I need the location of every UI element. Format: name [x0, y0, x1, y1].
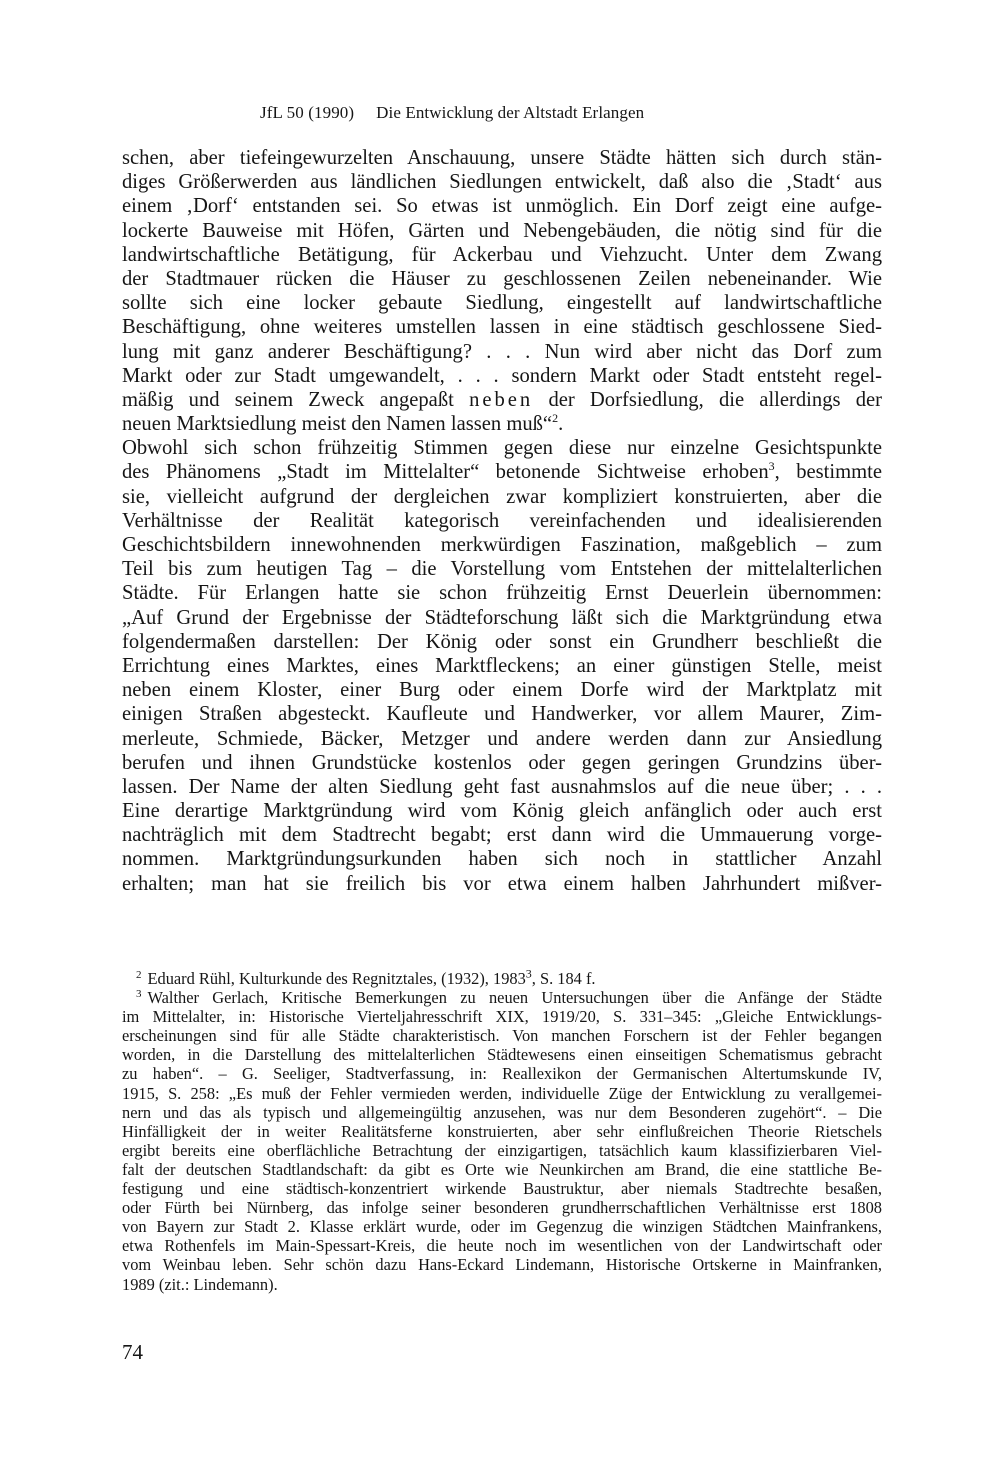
footnote-3-line: im Mittelalter, in: Historische Vierteljahresschrift XIX, 1919/20, S. 331–345: „Gleiche Entwicklungs- [122, 1007, 882, 1027]
text-line: lockerte Bauweise mit Höfen, Gärten und Nebengebäuden, die nötig sind für die [122, 219, 882, 242]
text-line: Markt oder zur Stadt umgewandelt, . . . sondern Markt oder Stadt entsteht regel- [122, 364, 882, 387]
footnote-text: , S. 184 f. [531, 969, 596, 988]
footnote-3-line: ergibt bereits eine oberflächliche Betrachtung der einzigartigen, tatsächlich kaum klassifizierbaren Viel- [122, 1140, 882, 1160]
footnote-ref-2: 2 [552, 411, 559, 426]
text-line: berufen und ihnen Grundstücke kostenlos oder gegen geringen Grundzins über- [122, 751, 882, 774]
text-line: neben einem Kloster, einer Burg oder einem Dorfe wird der Marktplatz mit [122, 679, 882, 702]
footnote-3-line: oder Fürth bei Nürnberg, das infolge seiner besonderen grundherrschaftlichen Verhältnisse erst 1808 [122, 1198, 882, 1218]
footnote-3-line: etwa Rothenfels im Main-Spessart-Kreis, die heute noch im wesentlichen von der Landwirtschaft oder [122, 1236, 882, 1256]
footnote-3-line: falt der deutschen Stadtlandschaft: da gibt es Orte wie Neunkirchen am Brand, die eine stattliche Be- [122, 1159, 882, 1179]
footnote-number: 2 [136, 968, 142, 981]
text-segment: . [558, 413, 564, 436]
text-line: lassen. Der Name der alten Siedlung geht fast ausnahmslos auf die neue über; . . . [122, 775, 882, 798]
footnote-3-line: nern und das als typisch und allgemeingültig anzusehen, was nur dem Besonderen zugehört“. – Die [122, 1102, 882, 1122]
running-header [260, 103, 644, 123]
text-line: diges Größerwerden aus ländlichen Siedlungen entwickelt, daß also die ‚Stadt‘ aus [122, 171, 882, 194]
footnote-3-line: vom Weinbau leben. Sehr schön dazu Hans-Eckard Lindemann, Historische Ortskerne in Mainfranken, [122, 1255, 882, 1275]
emphasized-word: neben [469, 388, 534, 411]
footnotes [122, 966, 882, 1294]
article-title: Die Entwicklung der Altstadt Erlangen [376, 103, 645, 122]
text-line: Verhältnisse der Realität kategorisch vereinfachenden und idealisierenden [122, 509, 882, 532]
footnote-2 [122, 966, 882, 988]
main-text [122, 146, 882, 896]
text-line: sollte sich eine locker gebaute Siedlung, eingestellt auf landwirtschaftliche [122, 292, 882, 315]
page-number: 74 [122, 1340, 143, 1364]
text-segment: neuen Marktsiedlung meist den Namen lassen muß“ [122, 413, 553, 436]
text-segment: der Dorfsiedlung, die allerdings der [548, 388, 883, 411]
text-line: einem ‚Dorf‘ entstanden sei. So etwas ist unmöglich. Ein Dorf zeigt eine aufge- [122, 195, 882, 218]
text-line: sie, vielleicht aufgrund der dergleichen zwar kompliziert konstruierten, aber die [122, 485, 882, 508]
footnote-text: Eduard Rühl, Kulturkunde des Regnitztales, (1932), 1983 [147, 969, 526, 988]
footnote-number: 3 [136, 987, 142, 1000]
footnote-3-line: festigung und eine städtisch-konzentriert wirkende Baustruktur, aber niemals Stadtrechte besaßen, [122, 1179, 882, 1199]
text-line: Errichtung eines Marktes, eines Marktfleckens; an einer günstigen Stelle, meist [122, 654, 882, 677]
text-line [122, 412, 882, 436]
text-line: der Stadtmauer rücken die Häuser zu geschlossenen Zeilen nebeneinander. Wie [122, 267, 882, 290]
text-line: nachträglich mit dem Stadtrecht begabt; erst dann wird die Ummauerung vorge- [122, 824, 882, 847]
footnote-3-line [122, 988, 882, 1007]
footnote-3-line: 1989 (zit.: Lindemann). [122, 1274, 278, 1294]
text-line: „Auf Grund der Ergebnisse der Städteforschung läßt sich die Marktgründung etwa [122, 606, 882, 629]
text-line: erhalten; man hat sie freilich bis vor etwa einem halben Jahrhundert mißver- [122, 872, 882, 895]
text-segment: , bestimmte [774, 461, 882, 484]
footnote-3-line: zu haben“. – G. Seeliger, Stadtverfassung, in: Reallexikon der Germanischen Altertumskunde IV, [122, 1064, 882, 1084]
text-line: Obwohl sich schon frühzeitig Stimmen gegen diese nur einzelne Gesichtspunkte [122, 437, 882, 460]
text-segment: mäßig und seinem Zweck angepaßt [122, 388, 454, 411]
footnote-3-line: Hinfälligkeit der in weiter Realitätsferne konstruierten, aber sehr einflußreichen Theorie Rietschels [122, 1121, 882, 1141]
footnote-ref-3: 3 [768, 459, 775, 474]
text-segment: des Phänomens „Stadt im Mittelalter“ betonende Sichtweise erhoben [122, 461, 769, 484]
text-line: folgendermaßen darstellen: Der König oder sonst ein Grundherr beschließt die [122, 630, 882, 653]
text-line: Geschichtsbildern innewohnenden merkwürdigen Faszination, maßgeblich – zum [122, 534, 882, 556]
text-line: lung mit ganz anderer Beschäftigung? . . . Nun wird aber nicht das Dorf zum [122, 340, 882, 363]
text-line: einigen Straßen abgesteckt. Kaufleute und Handwerker, vor allem Maurer, Zim- [122, 703, 882, 726]
footnote-text: Walther Gerlach, Kritische Bemerkungen zu neuen Untersuchungen über die Anfänge der Städte [147, 988, 882, 1008]
footnote-3-line: von Bayern zur Stadt 2. Klasse erklärt wurde, oder im Gegenzug die winzigen Städtchen Mainfrankens, [122, 1217, 882, 1237]
text-line: Städte. Für Erlangen hatte sie schon frühzeitig Ernst Deuerlein übernommen: [122, 582, 882, 605]
footnote-3-line: 1915, S. 258: „Es muß der Fehler vermieden werden, individuelle Züge der Entwicklung zu verallgemei- [122, 1083, 882, 1103]
text-line: Teil bis zum heutigen Tag – die Vorstellung vom Entstehen der mittelalterlichen [122, 558, 882, 581]
text-line: landwirtschaftliche Betätigung, für Ackerbau und Viehzucht. Unter dem Zwang [122, 243, 882, 266]
journal-reference: JfL 50 (1990) [260, 103, 355, 122]
footnote-3-line: worden, in die Darstellung des mittelalterlichen Städtewesens einen einseitigen Schematismus gebracht [122, 1045, 882, 1065]
text-line [122, 460, 882, 484]
text-line: Beschäftigung, ohne weiteres umstellen lassen in eine städtisch geschlossene Sied- [122, 316, 882, 339]
footnote-superscript: 3 [525, 966, 532, 981]
text-line: schen, aber tiefeingewurzelten Anschauung, unsere Städte hätten sich durch stän- [122, 147, 882, 169]
footnote-3-line: erscheinungen sind für alle Städte charakteristisch. Von manchen Forschern ist der Fehler begangen [122, 1026, 882, 1046]
text-line: nommen. Marktgründungsurkunden haben sich noch in stattlicher Anzahl [122, 848, 882, 871]
text-line: merleute, Schmiede, Bäcker, Metzger und andere werden dann zur Ansiedlung [122, 727, 882, 750]
text-line: Eine derartige Marktgründung wird vom König gleich anfänglich oder auch erst [122, 800, 882, 823]
text-line [122, 388, 882, 412]
